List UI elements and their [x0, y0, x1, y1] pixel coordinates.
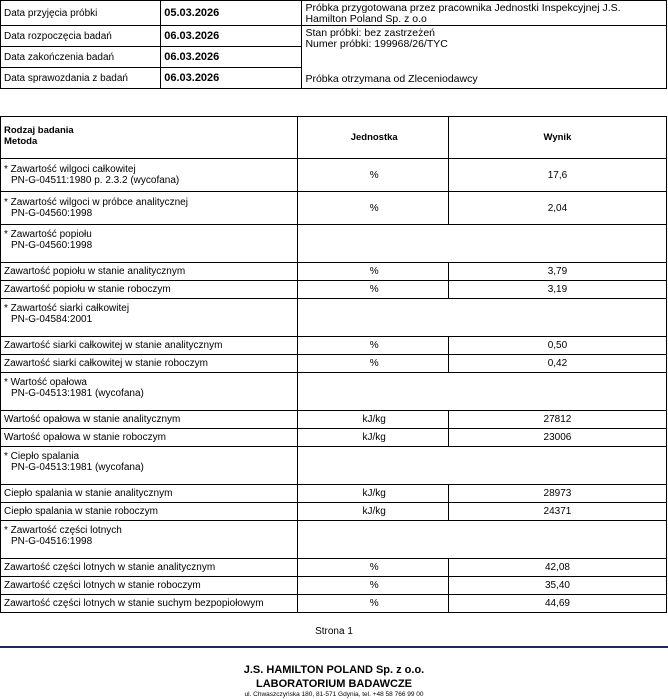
table-row: [1, 595, 667, 613]
test-name-cell: [1, 559, 298, 577]
test-method: PN-G-04513:1981 (wycofana): [11, 462, 144, 473]
table-row: [1, 263, 667, 281]
end-date-label: Data zakończenia badań: [1, 47, 161, 68]
test-name: Ciepło spalania w stanie analitycznym: [4, 488, 173, 499]
result-cell: 27812: [448, 411, 666, 429]
test-name: * Wartość opałowa: [4, 377, 87, 388]
result-cell: 3,19: [448, 281, 666, 299]
unit-cell: %: [297, 159, 448, 192]
test-name-cell: [1, 485, 298, 503]
result-cell: 23006: [448, 429, 666, 447]
table-row: [1, 225, 667, 263]
unit-cell: [297, 299, 448, 337]
test-method: PN-G-04560:1998: [11, 240, 93, 251]
result-cell: 2,04: [448, 192, 666, 225]
unit-cell: kJ/kg: [297, 485, 448, 503]
table-row: [1, 373, 667, 411]
test-name: * Ciepło spalania: [4, 451, 80, 462]
test-name: * Zawartość siarki całkowitej: [4, 303, 130, 314]
result-cell: 35,40: [448, 577, 666, 595]
table-row: [1, 447, 667, 485]
results-header-row: [1, 117, 667, 159]
unit-cell: [297, 521, 448, 559]
test-name-cell: [1, 595, 298, 613]
test-name: Zawartość części lotnych w stanie roboczym: [4, 580, 201, 591]
test-method: PN-G-04516:1998: [11, 536, 93, 547]
result-cell: 17,6: [448, 159, 666, 192]
result-cell: 3,79: [448, 263, 666, 281]
unit-cell: %: [297, 192, 448, 225]
company-address: ul. Chwaszczyńska 180, 81-571 Gdynia, tel. +48 58 766 99 00: [244, 691, 424, 698]
test-name: * Zawartość popiołu: [4, 229, 92, 240]
result-cell: 0,50: [448, 337, 666, 355]
test-name: Zawartość popiołu w stanie roboczym: [4, 284, 171, 295]
header-method-label: Metoda: [4, 136, 38, 147]
test-name: Zawartość popiołu w stanie analitycznym: [4, 266, 186, 277]
start-date-value: 06.03.2026: [161, 26, 302, 47]
test-method: PN-G-04513:1981 (wycofana): [11, 388, 144, 399]
unit-cell: kJ/kg: [297, 503, 448, 521]
table-row: [1, 337, 667, 355]
test-name: * Zawartość wilgoci całkowitej: [4, 164, 136, 175]
header-test-type-label: Rodzaj badania: [4, 125, 74, 136]
unit-cell: %: [297, 281, 448, 299]
test-name-cell: [1, 355, 298, 373]
result-cell: [448, 373, 666, 411]
test-name-cell: [1, 192, 298, 225]
results-table: [0, 116, 667, 613]
table-row: [1, 281, 667, 299]
unit-cell: %: [297, 355, 448, 373]
test-name: Wartość opałowa w stanie roboczym: [4, 432, 166, 443]
table-row: [1, 192, 667, 225]
result-cell: 42,08: [448, 559, 666, 577]
received-from: Próbka otrzymana od Zleceniodawcy: [305, 73, 478, 85]
test-name-cell: [1, 373, 298, 411]
test-method: PN-G-04560:1998: [11, 208, 93, 219]
result-cell: [448, 225, 666, 263]
unit-cell: %: [297, 263, 448, 281]
table-row: [1, 503, 667, 521]
result-cell: 0,42: [448, 355, 666, 373]
result-cell: 24371: [448, 503, 666, 521]
sample-state-cell: [302, 26, 667, 89]
unit-cell: [297, 225, 448, 263]
test-name-cell: [1, 225, 298, 263]
unit-cell: kJ/kg: [297, 429, 448, 447]
result-cell: [448, 299, 666, 337]
received-date-value: 05.03.2026: [161, 1, 302, 26]
unit-cell: [297, 447, 448, 485]
test-name-cell: [1, 521, 298, 559]
header-test-type: [1, 117, 298, 159]
report-date-value: 06.03.2026: [161, 68, 302, 89]
test-method: PN-G-04584:2001: [11, 314, 93, 325]
test-name: * Zawartość części lotnych: [4, 525, 122, 536]
test-name-cell: [1, 159, 298, 192]
table-row: [1, 429, 667, 447]
footer-divider: [0, 646, 668, 648]
test-name: Ciepło spalania w stanie roboczym: [4, 506, 158, 517]
unit-cell: %: [297, 337, 448, 355]
report-date-label: Data sprawozdania z badań: [1, 68, 161, 89]
table-row: [1, 559, 667, 577]
unit-cell: %: [297, 595, 448, 613]
unit-cell: kJ/kg: [297, 411, 448, 429]
start-date-label: Data rozpoczęcia badań: [1, 26, 161, 47]
test-name: Zawartość części lotnych w stanie analitycznym: [4, 562, 216, 573]
test-name-cell: [1, 447, 298, 485]
table-row: [1, 299, 667, 337]
result-cell: [448, 521, 666, 559]
sample-state: Stan próbki: bez zastrzeżeń: [305, 27, 436, 39]
test-name-cell: [1, 503, 298, 521]
table-row: [1, 355, 667, 373]
result-cell: 44,69: [448, 595, 666, 613]
test-name: Zawartość części lotnych w stanie suchym bezpopiołowym: [4, 598, 264, 609]
test-name-cell: [1, 429, 298, 447]
header-unit: Jednostka: [297, 117, 448, 159]
table-row: [1, 485, 667, 503]
prepared-by-note: Próbka przygotowana przez pracownika Jednostki Inspekcyjnej J.S. Hamilton Poland Sp. z o.o: [302, 1, 667, 26]
result-cell: [448, 447, 666, 485]
sample-info-table: [0, 0, 667, 89]
test-name: Zawartość siarki całkowitej w stanie roboczym: [4, 358, 208, 369]
unit-cell: %: [297, 577, 448, 595]
company-name: J.S. HAMILTON POLAND Sp. z o.o.: [243, 664, 425, 676]
result-cell: 28973: [448, 485, 666, 503]
end-date-value: 06.03.2026: [161, 47, 302, 68]
test-name: Wartość opałowa w stanie analitycznym: [4, 414, 181, 425]
received-date-label: Data przyjęcia próbki: [1, 1, 161, 26]
table-row: [1, 521, 667, 559]
unit-cell: [297, 373, 448, 411]
test-name-cell: [1, 281, 298, 299]
test-name: * Zawartość wilgoci w próbce analitycznej: [4, 197, 188, 208]
test-method: PN-G-04511:1980 p. 2.3.2 (wycofana): [11, 175, 180, 186]
table-row: [1, 577, 667, 595]
test-name-cell: [1, 299, 298, 337]
test-name: Zawartość siarki całkowitej w stanie analitycznym: [4, 340, 223, 351]
page-number: Strona 1: [315, 626, 353, 637]
test-name-cell: [1, 263, 298, 281]
lab-name: LABORATORIUM BADAWCZE: [255, 678, 413, 690]
test-name-cell: [1, 337, 298, 355]
test-name-cell: [1, 411, 298, 429]
table-row: [1, 411, 667, 429]
test-name-cell: [1, 577, 298, 595]
table-row: [1, 159, 667, 192]
header-result: Wynik: [448, 117, 666, 159]
unit-cell: %: [297, 559, 448, 577]
sample-number: Numer próbki: 199968/26/TYC: [305, 38, 448, 50]
